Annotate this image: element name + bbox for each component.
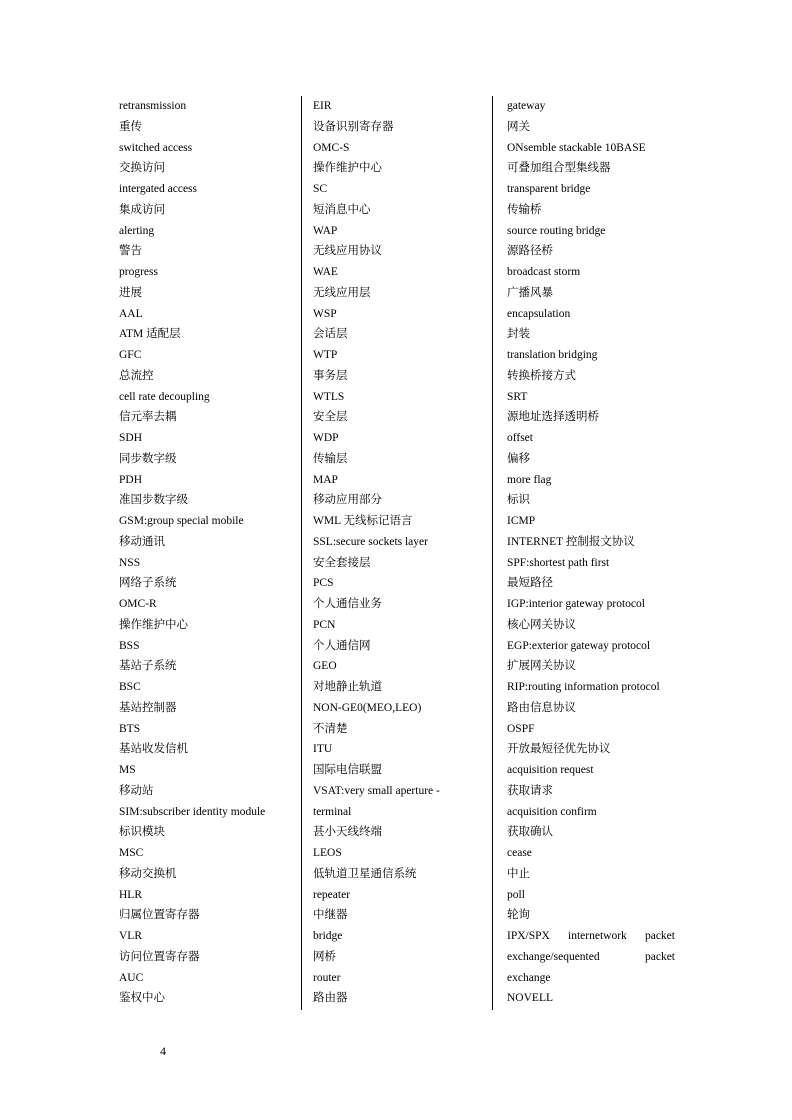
glossary-entry: NSS <box>119 556 141 569</box>
glossary-entry: terminal <box>313 805 352 818</box>
glossary-entry: ICMP <box>507 515 536 527</box>
glossary-entry: 无线应用协议 <box>313 245 382 258</box>
glossary-entry: 获取请求 <box>507 784 553 797</box>
glossary-entry: 访问位置寄存器 <box>119 950 200 963</box>
glossary-entry: 警告 <box>119 245 142 258</box>
glossary-entry: 集成访问 <box>119 203 165 216</box>
glossary-entry: MAP <box>313 473 338 486</box>
glossary-entry: 无线应用层 <box>313 286 371 299</box>
glossary-entry: AUC <box>119 971 144 984</box>
glossary-entry: 基站控制器 <box>119 701 177 714</box>
glossary-entry: IGP:interior gateway protocol <box>507 598 645 610</box>
glossary-entry: EIR <box>313 100 332 112</box>
glossary-entry: WSP <box>313 307 337 320</box>
glossary-entry: 个人通信业务 <box>313 598 382 610</box>
glossary-entry: PCS <box>313 577 334 590</box>
glossary-entry-word: exchange/sequented <box>507 950 600 963</box>
glossary-entry: 归属位置寄存器 <box>119 909 200 922</box>
glossary-entry: ONsemble stackable 10BASE <box>507 141 646 154</box>
glossary-entry: 传输层 <box>313 452 348 465</box>
glossary-entry: 源地址选择透明桥 <box>507 411 599 424</box>
glossary-entry: transparent bridge <box>507 183 591 195</box>
glossary-entry: 进展 <box>119 286 142 299</box>
glossary-entry-word: packet <box>644 930 675 942</box>
glossary-entry: 操作维护中心 <box>119 618 188 631</box>
glossary-entry: BSS <box>119 639 140 652</box>
glossary-entry: 不清楚 <box>313 722 348 735</box>
glossary-entry: 甚小天线终端 <box>313 826 382 839</box>
glossary-entry: offset <box>507 432 533 444</box>
glossary-entry: 标识模块 <box>119 826 165 839</box>
glossary-entry: 最短路径 <box>507 577 553 590</box>
glossary-entry: WTP <box>313 349 338 361</box>
glossary-entry <box>507 926 675 947</box>
glossary-entry: SIM:subscriber identity module <box>119 805 266 818</box>
glossary-entry: 开放最短径优先协议 <box>507 743 611 756</box>
glossary-entry: GSM:group special mobile <box>119 515 244 527</box>
glossary-entry: AAL <box>119 307 143 320</box>
glossary-entry: 重传 <box>119 120 142 133</box>
glossary-entry: 同步数字级 <box>119 452 177 465</box>
glossary-entry: 会话层 <box>313 328 348 341</box>
glossary-entry: OSPF <box>507 722 535 735</box>
glossary-entry: 转换桥接方式 <box>507 369 576 382</box>
glossary-entry: alerting <box>119 224 155 237</box>
glossary-entry: 源路径桥 <box>507 245 553 258</box>
glossary-entry: 网络子系统 <box>119 577 177 590</box>
glossary-entry: RIP:routing information protocol <box>507 681 660 693</box>
glossary-entry: bridge <box>313 930 343 942</box>
glossary-entry: broadcast storm <box>507 266 581 278</box>
glossary-entry: 广播风暴 <box>507 286 553 299</box>
glossary-entry: SRT <box>507 390 528 403</box>
glossary-entry: more flag <box>507 473 552 486</box>
glossary-entry: WTLS <box>313 390 345 403</box>
glossary-entry: encapsulation <box>507 307 571 320</box>
glossary-entry: NON-GE0(MEO,LEO) <box>313 701 422 714</box>
glossary-entry: 移动站 <box>119 784 154 797</box>
glossary-entry: 扩展网关协议 <box>507 660 576 673</box>
glossary-entry: OMC-R <box>119 598 157 610</box>
glossary-entry: PCN <box>313 618 336 631</box>
glossary-entry-word: internetwork <box>568 930 627 942</box>
glossary-entry: WDP <box>313 432 339 444</box>
glossary-entry: 安全套接层 <box>313 556 371 569</box>
glossary-entry: BTS <box>119 722 141 735</box>
glossary-entry: progress <box>119 266 158 278</box>
glossary-entry: GFC <box>119 349 142 361</box>
glossary-entry: 网关 <box>507 120 530 133</box>
glossary-entry: intergated access <box>119 183 198 195</box>
glossary-entry: WML 无线标记语言 <box>313 515 413 527</box>
glossary-entry: 中继器 <box>313 909 348 922</box>
glossary-entry: switched access <box>119 141 193 154</box>
glossary-entry: SC <box>313 183 328 195</box>
glossary-entry: SSL:secure sockets layer <box>313 535 428 548</box>
glossary-entry: WAE <box>313 266 338 278</box>
glossary-entry: 中止 <box>507 867 530 880</box>
glossary-column-3 <box>507 96 675 1010</box>
glossary-entry: BSC <box>119 681 141 693</box>
glossary-entry: 总流控 <box>119 369 154 382</box>
glossary-entry: 偏移 <box>507 452 530 465</box>
glossary-entry-word: packet <box>644 950 675 963</box>
glossary-entry: GEO <box>313 660 337 673</box>
glossary-entry: WAP <box>313 224 338 237</box>
glossary-entry: 操作维护中心 <box>313 162 382 175</box>
glossary-entry: 网桥 <box>313 950 336 963</box>
glossary-entry: 移动应用部分 <box>313 494 382 507</box>
glossary-entry: SPF:shortest path first <box>507 556 610 569</box>
glossary-entry: LEOS <box>313 847 342 859</box>
glossary-entry: 移动通讯 <box>119 535 165 548</box>
glossary-entry: 信元率去耦 <box>119 411 177 424</box>
glossary-entry: retransmission <box>119 100 187 112</box>
glossary-entry: 交换访问 <box>119 162 165 175</box>
glossary-entry: 对地静止轨道 <box>313 681 382 693</box>
glossary-entry: 低轨道卫星通信系统 <box>313 867 417 880</box>
glossary-entry: 移动交换机 <box>119 867 177 880</box>
glossary-entry: INTERNET 控制报文协议 <box>507 535 635 548</box>
glossary-entry: translation bridging <box>507 349 598 361</box>
glossary-columns <box>0 96 792 1010</box>
glossary-entry: OMC-S <box>313 141 350 154</box>
glossary-entry: 封装 <box>507 328 530 341</box>
glossary-entry: 个人通信网 <box>313 639 371 652</box>
glossary-entry: 路由器 <box>313 992 348 1005</box>
glossary-entry: ATM 适配层 <box>119 328 181 341</box>
glossary-entry: PDH <box>119 473 143 486</box>
glossary-column-1 <box>119 96 299 1010</box>
glossary-entry: acquisition request <box>507 764 594 776</box>
glossary-entry: 路由信息协议 <box>507 701 576 714</box>
glossary-entry: ITU <box>313 743 333 756</box>
glossary-entry: 基站收发信机 <box>119 743 188 756</box>
glossary-entry: gateway <box>507 100 546 112</box>
glossary-entry: HLR <box>119 888 142 901</box>
glossary-entry: acquisition confirm <box>507 805 597 818</box>
glossary-entry: 准国步数字级 <box>119 494 188 507</box>
glossary-entry: NOVELL <box>507 992 553 1005</box>
glossary-entry: MSC <box>119 847 144 859</box>
glossary-column-2 <box>313 96 488 1010</box>
glossary-entry: 设备识别寄存器 <box>313 120 394 133</box>
glossary-entry: source routing bridge <box>507 224 606 237</box>
page-number: 4 <box>160 1044 166 1058</box>
glossary-entry: router <box>313 971 341 984</box>
glossary-entry: cease <box>507 847 532 859</box>
glossary-entry: 标识 <box>507 494 530 507</box>
glossary-entry: cell rate decoupling <box>119 390 210 403</box>
glossary-entry: 短消息中心 <box>313 203 371 216</box>
glossary-entry-word: IPX/SPX <box>507 930 550 942</box>
glossary-entry: repeater <box>313 888 351 901</box>
glossary-entry: exchange <box>507 971 551 984</box>
glossary-entry: VSAT:very small aperture - <box>313 784 440 797</box>
glossary-entry <box>507 947 675 968</box>
glossary-entry: 核心网关协议 <box>507 618 576 631</box>
glossary-entry: EGP:exterior gateway protocol <box>507 639 651 652</box>
glossary-entry: 安全层 <box>313 411 348 424</box>
glossary-entry: 可叠加组合型集线器 <box>507 162 611 175</box>
glossary-entry: 事务层 <box>313 369 348 382</box>
glossary-entry: MS <box>119 764 136 776</box>
glossary-entry: 传输桥 <box>507 203 542 216</box>
glossary-entry: 鉴权中心 <box>119 992 165 1005</box>
glossary-entry: VLR <box>119 930 142 942</box>
glossary-entry: 轮询 <box>507 909 530 922</box>
glossary-entry: poll <box>507 888 525 901</box>
glossary-entry: 获取确认 <box>507 826 553 839</box>
glossary-entry: 基站子系统 <box>119 660 177 673</box>
glossary-entry: SDH <box>119 432 143 444</box>
glossary-entry: 国际电信联盟 <box>313 764 382 776</box>
